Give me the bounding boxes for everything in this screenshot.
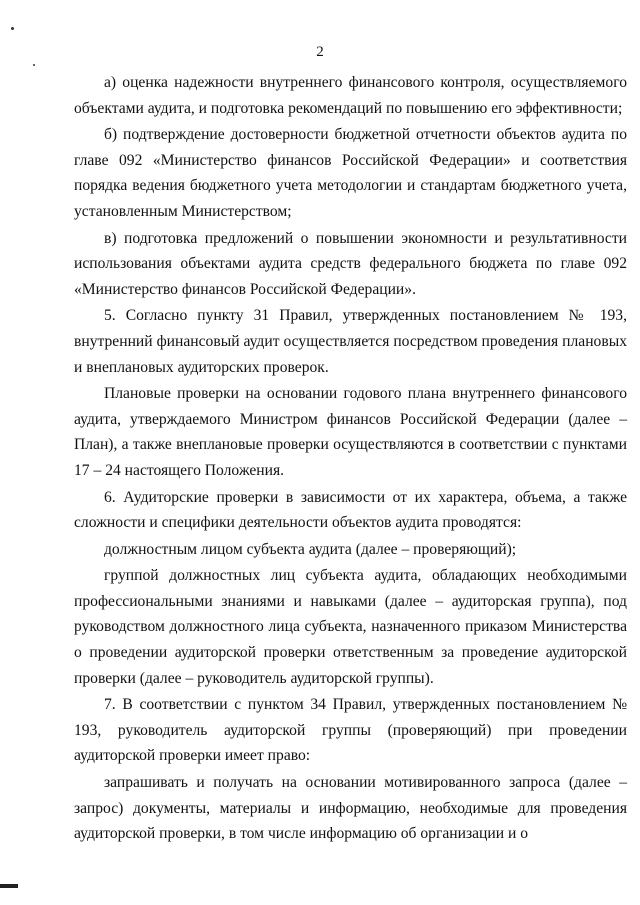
paragraph-a: а) оценка надежности внутреннего финансового контроля, осуществляемого объектами аудита, и подготовка рекомендаций по повышению его эффективности;	[74, 74, 627, 117]
paragraph-request-rights: запрашивать и получать на основании мотивированного запроса (далее – запрос) документы, материалы и информацию, необходимые для проведения аудиторской проверки, в том числе информацию об организации и о	[74, 774, 627, 843]
paragraph-b: б) подтверждение достоверности бюджетной отчетности объектов аудита по главе 092 «Министерство финансов Российской Федерации» и соответствия порядка ведения бюджетного учета методологии и стандартам бюджетного учета, установленным Министерством;	[74, 126, 627, 220]
paragraph-5: 5. Согласно пункту 31 Правил, утвержденных постановлением № 193, внутренний финансовый аудит осуществляется посредством проведения плановых и внеплановых аудиторских проверок.	[74, 307, 627, 376]
document-body	[74, 70, 627, 848]
paragraph-single-inspector: должностным лицом субъекта аудита (далее – проверяющий);	[104, 540, 517, 558]
paragraph-7: 7. В соответствии с пунктом 34 Правил, утвержденных постановлением № 193, руководитель аудиторской группы (проверяющий) при проведении аудиторской проверки имеет право:	[74, 696, 627, 765]
scan-speck	[11, 27, 14, 30]
paragraph-audit-group: группой должностных лиц субъекта аудита, обладающих необходимыми профессиональными знаниями и навыками (далее – аудиторская группа), под руководством должностного лица субъекта, назначенного приказом Министерства о проведении аудиторской проверки ответственным за проведение аудиторской проверки (далее – руководитель аудиторской группы).	[74, 567, 627, 687]
paragraph-planned-checks: Плановые проверки на основании годового плана внутреннего финансового аудита, утверждаемого Министром финансов Российской Федерации (далее – План), а также внеплановые проверки осуществляются в соответствии с пунктами 17 – 24 настоящего Положения.	[74, 385, 627, 479]
paragraph-6: 6. Аудиторские проверки в зависимости от их характера, объема, а также сложности и специфики деятельности объектов аудита проводятся:	[74, 488, 627, 532]
scan-edge-mark	[0, 884, 18, 888]
paragraph-v: в) подготовка предложений о повышении экономности и результативности использования объектами аудита средств федерального бюджета по главе 092 «Министерство финансов Российской Федерации».	[74, 229, 627, 298]
scan-speck	[33, 64, 35, 66]
page-number: 2	[316, 44, 324, 60]
